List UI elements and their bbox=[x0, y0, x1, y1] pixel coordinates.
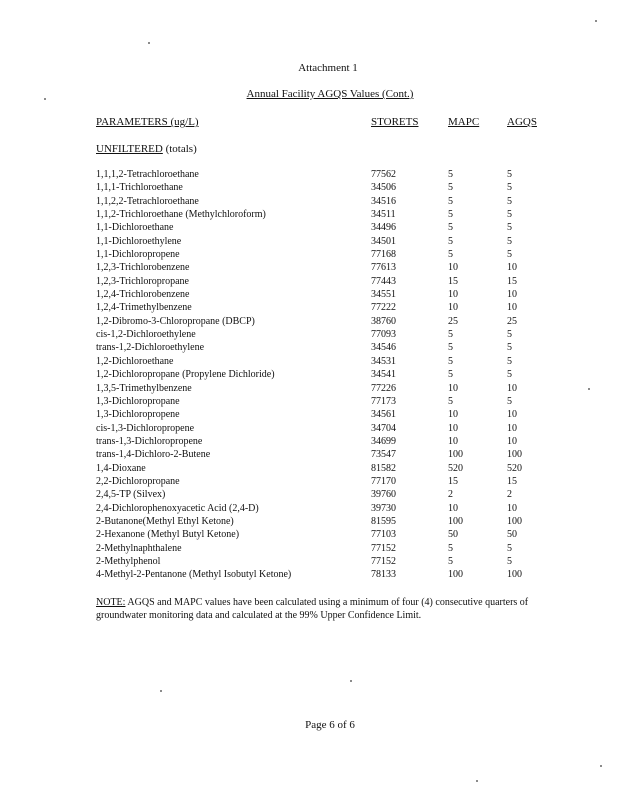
parameter-name: 2-Butanone(Methyl Ethyl Ketone) bbox=[96, 515, 234, 527]
agqs-value: 5 bbox=[507, 182, 512, 194]
section-suffix: (totals) bbox=[162, 143, 197, 155]
parameter-name: 1,3,5-Trimethylbenzene bbox=[96, 382, 192, 394]
parameter-name: 1,3-Dichloropropane bbox=[96, 395, 180, 407]
mapc-value: 5 bbox=[448, 182, 453, 194]
storet-code: 34506 bbox=[371, 182, 396, 194]
table-row bbox=[0, 475, 618, 488]
parameter-name: 1,2,3-Trichlorobenzene bbox=[96, 262, 190, 274]
agqs-value: 5 bbox=[507, 235, 512, 247]
parameter-name: 1,1-Dichloroethylene bbox=[96, 235, 182, 247]
scan-speck bbox=[476, 780, 478, 782]
table-row bbox=[0, 248, 618, 261]
agqs-value: 5 bbox=[507, 249, 512, 261]
storet-code: 77152 bbox=[371, 555, 396, 567]
scan-speck bbox=[160, 690, 162, 692]
table-row bbox=[0, 435, 618, 448]
mapc-value: 5 bbox=[448, 555, 453, 567]
agqs-value: 520 bbox=[507, 462, 522, 474]
agqs-value: 5 bbox=[507, 342, 512, 354]
storet-code: 81582 bbox=[371, 462, 396, 474]
storet-code: 34501 bbox=[371, 235, 396, 247]
parameter-name: 1,1-Dichloropropene bbox=[96, 249, 180, 261]
storet-code: 34699 bbox=[371, 435, 396, 447]
table-row bbox=[0, 301, 618, 314]
table-row bbox=[0, 355, 618, 368]
parameter-name: 1,4-Dioxane bbox=[96, 462, 146, 474]
mapc-value: 10 bbox=[448, 435, 458, 447]
column-header-agqs: AGQS bbox=[507, 116, 537, 128]
mapc-value: 5 bbox=[448, 222, 453, 234]
section-heading bbox=[96, 143, 197, 155]
note-text: AGQS and MAPC values have been calculated using a minimum of four (4) consecutive quarters of groundwater monitoring data and calculated at the 99% Upper Confidence Limit. bbox=[96, 597, 529, 621]
section-label: UNFILTERED bbox=[96, 143, 163, 155]
storet-code: 77170 bbox=[371, 475, 396, 487]
storet-code: 39730 bbox=[371, 502, 396, 514]
table-row bbox=[0, 568, 618, 581]
mapc-value: 10 bbox=[448, 302, 458, 314]
table-row bbox=[0, 261, 618, 274]
parameter-name: 2-Methylnaphthalene bbox=[96, 542, 182, 554]
storet-code: 78133 bbox=[371, 569, 396, 581]
storet-code: 81595 bbox=[371, 515, 396, 527]
agqs-value: 100 bbox=[507, 569, 522, 581]
agqs-value: 5 bbox=[507, 555, 512, 567]
parameter-name: 1,1,2-Trichloroethane (Methylchloroform) bbox=[96, 209, 266, 221]
storet-code: 34496 bbox=[371, 222, 396, 234]
storet-code: 34511 bbox=[371, 209, 396, 221]
storet-code: 77173 bbox=[371, 395, 396, 407]
mapc-value: 5 bbox=[448, 369, 453, 381]
parameter-name: cis-1,2-Dichloroethylene bbox=[96, 329, 196, 341]
agqs-value: 100 bbox=[507, 449, 522, 461]
agqs-value: 15 bbox=[507, 275, 517, 287]
table-row bbox=[0, 542, 618, 555]
parameter-name: 2-Hexanone (Methyl Butyl Ketone) bbox=[96, 529, 240, 541]
storet-code: 34561 bbox=[371, 409, 396, 421]
storet-code: 77168 bbox=[371, 249, 396, 261]
table-row bbox=[0, 221, 618, 234]
mapc-value: 50 bbox=[448, 529, 458, 541]
mapc-value: 100 bbox=[448, 449, 463, 461]
table-row bbox=[0, 555, 618, 568]
storet-code: 77562 bbox=[371, 169, 396, 180]
parameter-name: 1,3-Dichloropropene bbox=[96, 409, 180, 421]
storet-code: 77613 bbox=[371, 262, 396, 274]
table-row bbox=[0, 422, 618, 435]
storet-code: 77103 bbox=[371, 529, 396, 541]
attachment-label: Attachment 1 bbox=[298, 62, 358, 74]
table-row bbox=[0, 168, 618, 181]
storet-code: 38760 bbox=[371, 315, 396, 327]
parameter-name: 1,2-Dichloroethane bbox=[96, 355, 174, 367]
storet-code: 77093 bbox=[371, 329, 396, 341]
parameter-name: 1,1,2,2-Tetrachloroethane bbox=[96, 195, 199, 207]
table-row bbox=[0, 502, 618, 515]
storet-code: 77222 bbox=[371, 302, 396, 314]
mapc-value: 10 bbox=[448, 422, 458, 434]
agqs-value: 10 bbox=[507, 382, 517, 394]
agqs-value: 5 bbox=[507, 209, 512, 221]
agqs-value: 25 bbox=[507, 315, 517, 327]
mapc-value: 5 bbox=[448, 249, 453, 261]
agqs-value: 5 bbox=[507, 169, 512, 180]
storet-code: 77443 bbox=[371, 275, 396, 287]
table-row bbox=[0, 208, 618, 221]
mapc-value: 10 bbox=[448, 382, 458, 394]
parameter-name: trans-1,3-Dichloropropene bbox=[96, 435, 203, 447]
scan-speck bbox=[588, 388, 590, 390]
agqs-value: 10 bbox=[507, 409, 517, 421]
storet-code: 34546 bbox=[371, 342, 396, 354]
storet-code: 34516 bbox=[371, 195, 396, 207]
table-row bbox=[0, 488, 618, 501]
agqs-value: 5 bbox=[507, 195, 512, 207]
parameter-name: 1,1-Dichloroethane bbox=[96, 222, 174, 234]
agqs-value: 5 bbox=[507, 222, 512, 234]
parameter-name: 4-Methyl-2-Pentanone (Methyl Isobutyl Ketone) bbox=[96, 569, 292, 581]
parameter-name: 1,2-Dibromo-3-Chloropropane (DBCP) bbox=[96, 315, 255, 327]
mapc-value: 25 bbox=[448, 315, 458, 327]
agqs-value: 10 bbox=[507, 262, 517, 274]
mapc-value: 10 bbox=[448, 262, 458, 274]
scan-speck bbox=[595, 20, 597, 22]
agqs-value: 5 bbox=[507, 329, 512, 341]
storet-code: 34531 bbox=[371, 355, 396, 367]
parameter-name: 1,1,1-Trichloroethane bbox=[96, 182, 183, 194]
storet-code: 73547 bbox=[371, 449, 396, 461]
parameter-name: 1,1,1,2-Tetrachloroethane bbox=[96, 169, 199, 180]
column-header-storets: STORETS bbox=[371, 116, 419, 128]
table-row bbox=[0, 181, 618, 194]
agqs-value: 10 bbox=[507, 422, 517, 434]
mapc-value: 5 bbox=[448, 542, 453, 554]
scan-speck bbox=[350, 680, 352, 682]
column-header-parameters: PARAMETERS (ug/L) bbox=[96, 116, 199, 128]
agqs-value: 10 bbox=[507, 289, 517, 301]
parameter-table bbox=[0, 168, 618, 582]
table-row bbox=[0, 462, 618, 475]
mapc-value: 10 bbox=[448, 502, 458, 514]
mapc-value: 100 bbox=[448, 515, 463, 527]
column-header-mapc: MAPC bbox=[448, 116, 480, 128]
scan-speck bbox=[600, 765, 602, 767]
parameter-name: 1,2,4-Trichlorobenzene bbox=[96, 289, 190, 301]
table-row bbox=[0, 235, 618, 248]
mapc-value: 5 bbox=[448, 195, 453, 207]
agqs-value: 5 bbox=[507, 395, 512, 407]
agqs-value: 100 bbox=[507, 515, 522, 527]
parameter-name: 2,4-Dichlorophenoxyacetic Acid (2,4-D) bbox=[96, 502, 259, 514]
page-number: Page 6 of 6 bbox=[305, 719, 355, 731]
parameter-name: 1,2,4-Trimethylbenzene bbox=[96, 302, 192, 314]
parameter-name: 2,2-Dichloropropane bbox=[96, 475, 180, 487]
storet-code: 77226 bbox=[371, 382, 396, 394]
parameter-name: 2-Methylphenol bbox=[96, 555, 161, 567]
parameter-name: 1,2-Dichloropropane (Propylene Dichloride) bbox=[96, 369, 275, 381]
mapc-value: 2 bbox=[448, 489, 453, 501]
storet-code: 34704 bbox=[371, 422, 396, 434]
mapc-value: 100 bbox=[448, 569, 463, 581]
mapc-value: 10 bbox=[448, 289, 458, 301]
mapc-value: 5 bbox=[448, 329, 453, 341]
mapc-value: 15 bbox=[448, 275, 458, 287]
storet-code: 39760 bbox=[371, 489, 396, 501]
note-paragraph bbox=[96, 596, 576, 622]
mapc-value: 5 bbox=[448, 395, 453, 407]
mapc-value: 5 bbox=[448, 342, 453, 354]
storet-code: 34551 bbox=[371, 289, 396, 301]
table-row bbox=[0, 448, 618, 461]
agqs-value: 10 bbox=[507, 302, 517, 314]
mapc-value: 520 bbox=[448, 462, 463, 474]
table-row bbox=[0, 275, 618, 288]
parameter-name: 1,2,3-Trichloropropane bbox=[96, 275, 189, 287]
agqs-value: 10 bbox=[507, 435, 517, 447]
subtitle-text: Annual Facility AGQS Values (Cont.) bbox=[246, 88, 414, 100]
table-row bbox=[0, 288, 618, 301]
parameter-name: cis-1,3-Dichloropropene bbox=[96, 422, 195, 434]
parameter-name: trans-1,4-Dichloro-2-Butene bbox=[96, 449, 211, 461]
table-row bbox=[0, 408, 618, 421]
storet-code: 34541 bbox=[371, 369, 396, 381]
agqs-value: 15 bbox=[507, 475, 517, 487]
mapc-value: 5 bbox=[448, 169, 453, 180]
table-row bbox=[0, 341, 618, 354]
table-row bbox=[0, 382, 618, 395]
agqs-value: 10 bbox=[507, 502, 517, 514]
mapc-value: 5 bbox=[448, 235, 453, 247]
agqs-value: 5 bbox=[507, 369, 512, 381]
agqs-value: 50 bbox=[507, 529, 517, 541]
table-row bbox=[0, 515, 618, 528]
mapc-value: 10 bbox=[448, 409, 458, 421]
mapc-value: 15 bbox=[448, 475, 458, 487]
table-row bbox=[0, 328, 618, 341]
table-row bbox=[0, 368, 618, 381]
note-label: NOTE: bbox=[96, 597, 126, 608]
mapc-value: 5 bbox=[448, 209, 453, 221]
agqs-value: 2 bbox=[507, 489, 512, 501]
page-subtitle bbox=[0, 88, 618, 100]
storet-code: 77152 bbox=[371, 542, 396, 554]
agqs-value: 5 bbox=[507, 542, 512, 554]
mapc-value: 5 bbox=[448, 355, 453, 367]
scan-speck bbox=[148, 42, 150, 44]
scan-speck bbox=[44, 98, 46, 100]
parameter-name: trans-1,2-Dichloroethylene bbox=[96, 342, 205, 354]
parameter-name: 2,4,5-TP (Silvex) bbox=[96, 489, 166, 501]
table-row bbox=[0, 528, 618, 541]
table-row bbox=[0, 395, 618, 408]
agqs-value: 5 bbox=[507, 355, 512, 367]
table-row bbox=[0, 315, 618, 328]
table-row bbox=[0, 195, 618, 208]
